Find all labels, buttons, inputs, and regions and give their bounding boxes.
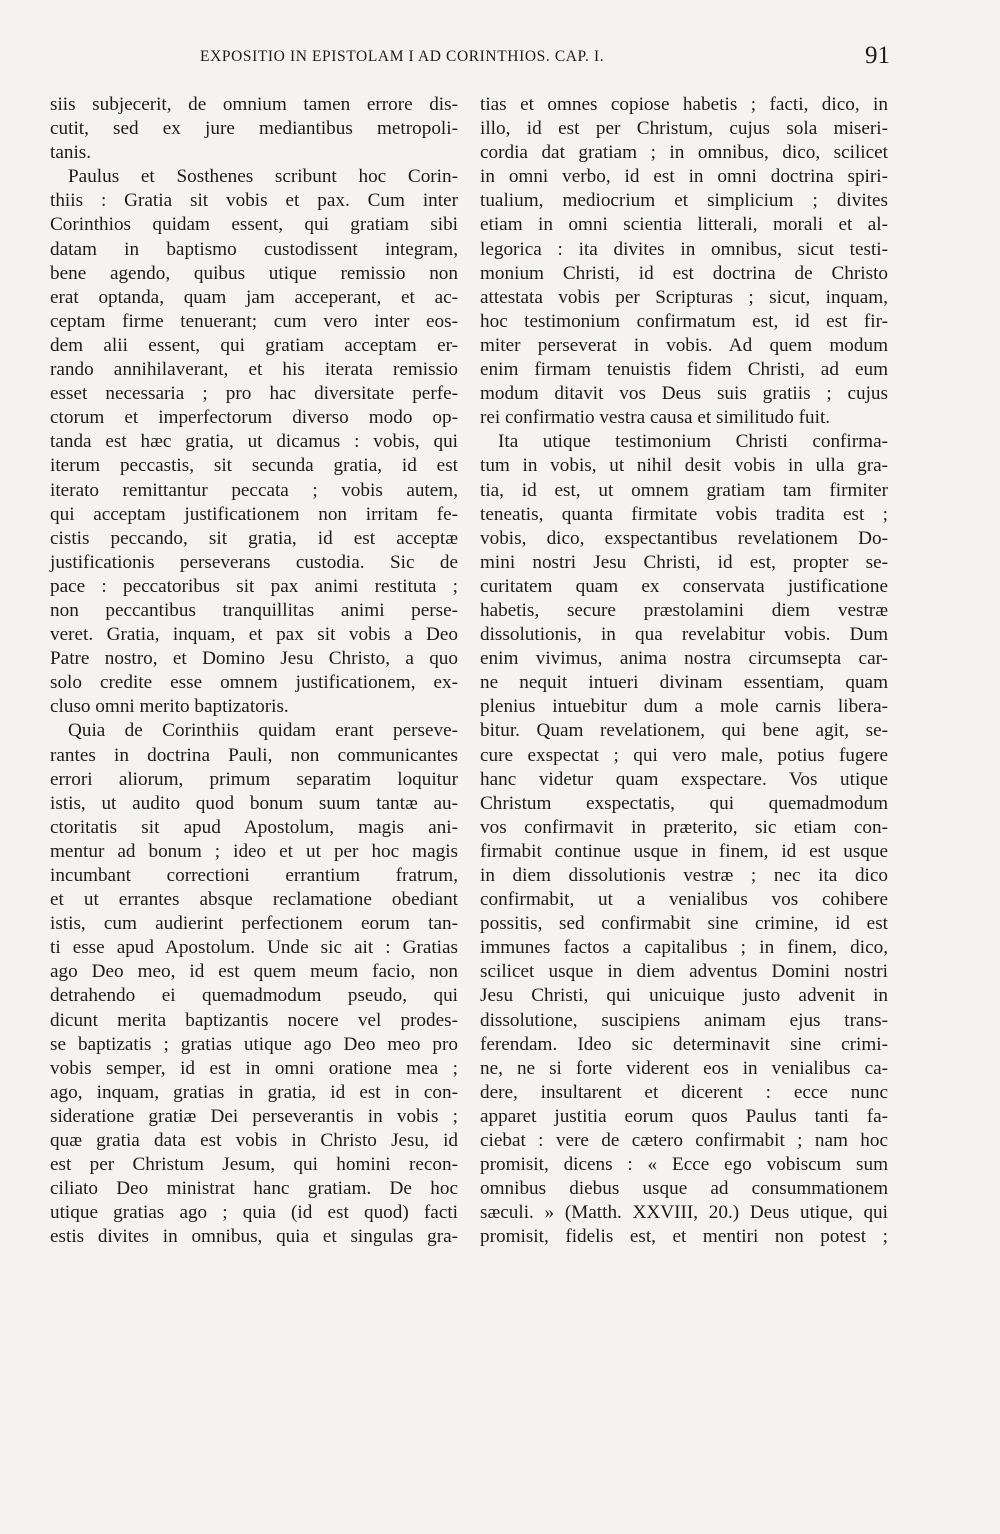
text-line: errori aliorum, primum separatim loquitur xyxy=(50,768,458,790)
text-line: etiam in omni scientia litterali, morali et al- xyxy=(480,214,888,236)
text-line: omnibus diebus usque ad consummationem xyxy=(480,1178,888,1200)
text-line: legorica : ita divites in omnibus, sicut testi- xyxy=(480,238,888,260)
text-line: ciebat : vere de cætero confirmabit ; nam hoc xyxy=(480,1130,888,1152)
text-line: solo credite esse omnem justificationem, ex- xyxy=(50,672,458,694)
text-line: dissolutionis, in qua revelabitur vobis. Dum xyxy=(480,624,888,646)
text-line: cluso omni merito baptizatoris. xyxy=(50,696,289,718)
text-line: mentur ad bonum ; ideo et ut per hoc magis xyxy=(50,840,458,862)
text-line: possitis, sed confirmabit sine crimine, id est xyxy=(480,913,888,935)
text-line: cordia dat gratiam ; in omnibus, dico, scilicet xyxy=(480,142,888,164)
text-line: sæculi. » (Matth. XXVIII, 20.) Deus utique, qui xyxy=(480,1202,888,1224)
text-line: apparet justitia eorum quos Paulus tanti fa- xyxy=(480,1105,888,1127)
text-line: hanc videtur quam exspectare. Vos utique xyxy=(480,768,888,790)
text-line: confirmabit, ut a venialibus vos cohibere xyxy=(480,889,888,911)
text-line: pace : peccatoribus sit pax animi restituta ; xyxy=(50,575,458,597)
text-line: vobis, dico, exspectantibus revelationem Do- xyxy=(480,527,888,549)
text-line: dere, insultarent et dicerent : ecce nunc xyxy=(480,1081,888,1103)
text-line: miter perseverat in vobis. Ad quem modum xyxy=(480,334,888,356)
text-line: siis subjecerit, de omnium tamen errore dis- xyxy=(50,94,458,115)
text-line: ctorum et imperfectorum diverso modo op- xyxy=(50,407,458,429)
text-line: ne nequit intueri divinam essentiam, quam xyxy=(480,672,888,694)
text-line: Patre nostro, et Domino Jesu Christo, a quo xyxy=(50,648,458,670)
text-line: in diem dissolutionis vestræ ; nec ita dico xyxy=(480,865,888,886)
text-line: firmabit continue usque in finem, id est usque xyxy=(480,840,888,862)
text-line: cistis peccando, sit gratia, id est acceptæ xyxy=(50,527,458,549)
text-line: curitatem quam ex conservata justificatione xyxy=(480,575,888,597)
text-line: detrahendo ei quemadmodum pseudo, qui xyxy=(50,985,458,1007)
text-line: qui acceptam justificationem non irritam fe- xyxy=(50,503,458,525)
text-line: rando annihilaverant, et his iterata remissio xyxy=(50,359,458,381)
text-line: plenius intuebitur dum a mole carnis libera- xyxy=(480,696,888,718)
text-line: hoc testimonium confirmatum est, id est fir- xyxy=(480,310,888,332)
running-head xyxy=(200,42,890,78)
text-line: cure exspectat ; qui vero male, potius fugere xyxy=(480,744,888,766)
text-line: tia, id est, ut omnem gratiam tam firmiter xyxy=(480,479,888,501)
text-line: ti esse apud Apostolum. Unde sic ait : Gratias xyxy=(50,937,458,959)
text-line: vos confirmavit in præterito, sic etiam con- xyxy=(480,816,888,838)
text-line: ciliato Deo ministrat hanc gratiam. De hoc xyxy=(50,1178,458,1200)
text-line: iterato remittantur peccata ; vobis autem, xyxy=(50,479,458,501)
text-line: tualium, mediocrium et simplicium ; divites xyxy=(480,190,888,212)
text-line: Corinthios quidam essent, qui gratiam sibi xyxy=(50,214,458,236)
right-text-column xyxy=(480,93,888,1250)
text-line: rei confirmatio vestra causa et similitudo fuit. xyxy=(480,407,831,429)
text-line: veret. Gratia, inquam, et pax sit vobis a Deo xyxy=(50,624,458,646)
text-line: datam in baptismo custodissent integram, xyxy=(50,238,458,260)
text-line: tanis. xyxy=(50,142,92,164)
text-line: est per Christum Jesum, qui homini recon- xyxy=(50,1154,458,1176)
text-line: tanda est hæc gratia, ut dicamus : vobis, qui xyxy=(50,431,458,453)
text-line: quæ gratia data est vobis in Christo Jesu, id xyxy=(50,1130,458,1152)
text-line: mini nostri Jesu Christi, id est, propter se- xyxy=(480,551,888,573)
text-line: immunes factos a capitalibus ; in finem, dico, xyxy=(480,937,888,959)
text-line: illo, id est per Christum, cujus sola miseri- xyxy=(480,118,888,140)
text-line: ctoritatis sit apud Apostolum, magis ani- xyxy=(50,816,458,838)
text-line: se baptizatis ; gratias utique ago Deo meo pro xyxy=(50,1033,458,1055)
text-line: non peccantibus tranquillitas animi perse- xyxy=(50,599,458,621)
text-line: in omni verbo, id est in omni doctrina spiri- xyxy=(480,166,888,188)
text-line: monium Christi, id est doctrina de Christo xyxy=(480,262,888,284)
text-line: ago, inquam, gratias in gratia, id est in con- xyxy=(50,1081,458,1103)
text-line: dissolutione, suscipiens animam ejus trans- xyxy=(480,1009,888,1031)
text-line: promisit, dicens : « Ecce ego vobiscum sum xyxy=(480,1154,888,1176)
text-line: vobis semper, id est in omni oratione mea ; xyxy=(50,1057,458,1079)
text-line: bitur. Quam revelationem, qui bene agit, se- xyxy=(480,720,888,742)
running-title: EXPOSITIO IN EPISTOLAM I AD CORINTHIOS. CAP. I. xyxy=(200,48,605,65)
text-line: utique gratias ago ; quia (id est quod) facti xyxy=(50,1202,458,1224)
page-number: 91 xyxy=(865,42,890,69)
text-line: Paulus et Sosthenes scribunt hoc Corin- xyxy=(68,166,458,188)
text-line: estis divites in omnibus, quia et singulas gra- xyxy=(50,1226,458,1248)
text-line: habetis, secure præstolamini diem vestræ xyxy=(480,599,888,621)
text-line: ceptam firme tenuerant; cum vero inter eos- xyxy=(50,310,458,332)
text-line: Quia de Corinthiis quidam erant perseve- xyxy=(68,720,458,742)
text-line: cutit, sed ex jure mediantibus metropoli- xyxy=(50,118,458,140)
text-line: ago Deo meo, id est quem meum facio, non xyxy=(50,961,458,983)
text-line: attestata vobis per Scripturas ; sicut, inquam, xyxy=(480,286,888,308)
text-line: ne, ne si forte viderent eos in venialibus ca- xyxy=(480,1057,888,1079)
text-line: justificationis perseverans custodia. Sic de xyxy=(50,551,458,573)
text-line: modum ditavit vos Deus suis gratiis ; cujus xyxy=(480,383,888,405)
text-line: thiis : Gratia sit vobis et pax. Cum inter xyxy=(50,190,458,212)
text-line: erat optanda, quam jam acceperant, et ac- xyxy=(50,286,458,308)
text-line: tum in vobis, ut nihil desit vobis in ulla gra- xyxy=(480,455,888,477)
text-line: enim vivimus, anima nostra circumsepta car- xyxy=(480,648,888,670)
left-text-column xyxy=(50,93,458,1250)
text-line: Jesu Christi, qui unicuique justo advenit in xyxy=(480,985,888,1007)
text-line: Christum exspectatis, qui quemadmodum xyxy=(480,792,888,814)
text-line: dem alii essent, qui gratiam acceptam er- xyxy=(50,334,458,356)
text-line: tias et omnes copiose habetis ; facti, dico, in xyxy=(480,94,888,115)
text-line: incumbant correctioni errantium fratrum, xyxy=(50,865,458,886)
text-line: promisit, fidelis est, et mentiri non potest ; xyxy=(480,1226,888,1248)
text-line: esset necessaria ; pro hac diversitate perfe- xyxy=(50,383,458,405)
text-line: enim firmam tenuistis fidem Christi, ad eum xyxy=(480,359,888,381)
text-line: istis, cum audierint perfectionem eorum tan- xyxy=(50,913,458,935)
text-line: et ut errantes absque reclamatione obediant xyxy=(50,889,458,911)
text-line: rantes in doctrina Pauli, non communicantes xyxy=(50,744,458,766)
text-line: iterum peccastis, sit secunda gratia, id est xyxy=(50,455,458,477)
text-line: sideratione gratiæ Dei perseverantis in vobis ; xyxy=(50,1105,458,1127)
text-line: ferendam. Ideo sic determinavit sine crimi- xyxy=(480,1033,888,1055)
text-line: istis, ut audito quod bonum suum tantæ au- xyxy=(50,792,458,814)
text-line: Ita utique testimonium Christi confirma- xyxy=(498,431,888,453)
text-line: bene agendo, quibus utique remissio non xyxy=(50,262,458,284)
text-line: teneatis, quanta firmitate vobis tradita est ; xyxy=(480,503,888,525)
text-line: scilicet usque in diem adventus Domini nostri xyxy=(480,961,888,983)
text-line: dicunt merita baptizantis nocere vel prodes- xyxy=(50,1009,458,1031)
